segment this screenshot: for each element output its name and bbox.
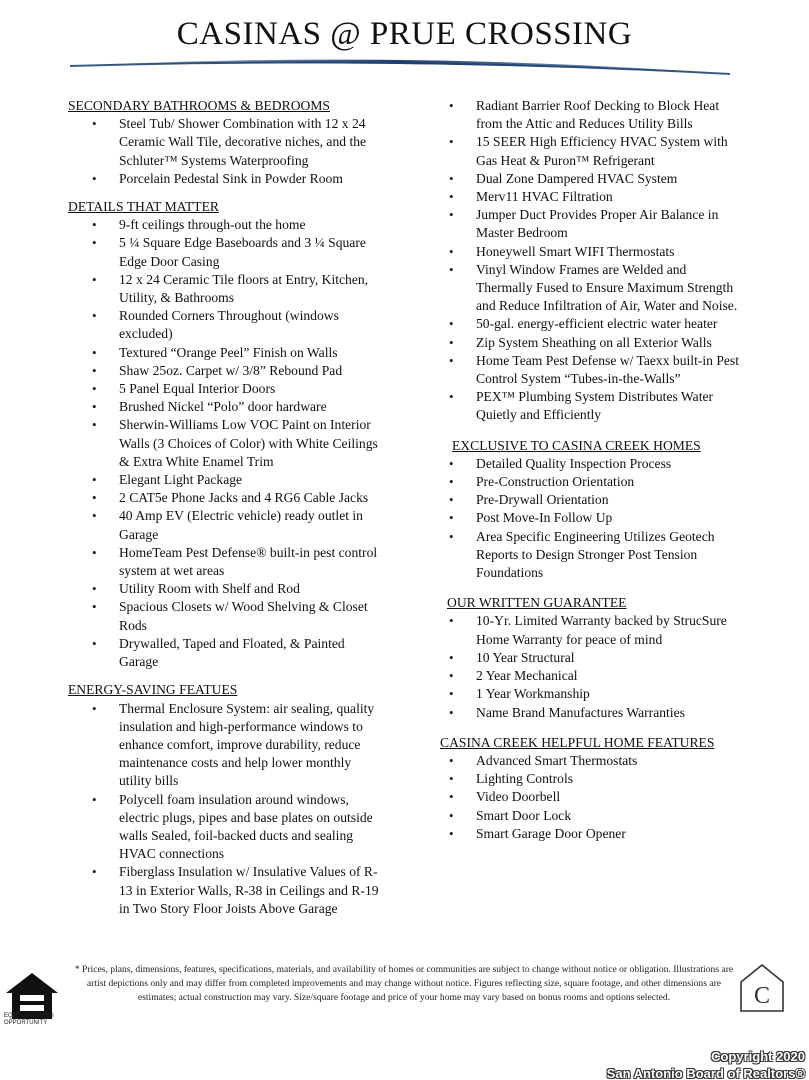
list-item: • Name Brand Manufactures Warranties (440, 704, 740, 722)
section-details-that-matter (68, 198, 383, 671)
section-secondary-bathrooms (68, 97, 383, 188)
list-item: • 10-Yr. Limited Warranty backed by StrucSure Home Warranty for peace of mind (440, 612, 740, 648)
section-guarantee (440, 594, 740, 721)
builder-logo-letter: C (753, 983, 771, 1009)
list-item: • Dual Zone Dampered HVAC System (440, 170, 740, 188)
list-item: • Detailed Quality Inspection Process (440, 455, 740, 473)
list-item: • Jumper Duct Provides Proper Air Balance in Master Bedroom (440, 206, 740, 242)
list-item: • Brushed Nickel “Polo” door hardware (68, 398, 383, 416)
section-heading: OUR WRITTEN GUARANTEE (447, 595, 627, 611)
page-title: CASINAS @ PRUE CROSSING (176, 16, 633, 52)
list-item: • Advanced Smart Thermostats (440, 752, 740, 770)
list-item: • Merv11 HVAC Filtration (440, 188, 740, 206)
list-item: • Smart Door Lock (440, 807, 740, 825)
list-item: • Porcelain Pedestal Sink in Powder Room (68, 170, 383, 188)
list-item: • Smart Garage Door Opener (440, 825, 740, 843)
list-item: • Lighting Controls (440, 770, 740, 788)
list-item: • Area Specific Engineering Utilizes Geotech Reports to Design Stronger Post Tension Foundations (440, 528, 740, 583)
list-item: • 50-gal. energy-efficient electric water heater (440, 315, 740, 333)
list-item: • Fiberglass Insulation w/ Insulative Values of R-13 in Exterior Walls, R-38 in Ceilings and R-19 in Two Story Floor Joists Above Garage (68, 863, 383, 918)
builder-logo-icon (738, 962, 786, 1014)
list-item: • Spacious Closets w/ Wood Shelving & Closet Rods (68, 598, 383, 634)
list-item: • Rounded Corners Throughout (windows excluded) (68, 307, 383, 343)
feature-list (440, 97, 740, 425)
list-item: • 5 Panel Equal Interior Doors (68, 380, 383, 398)
copyright-line: Copyright 2020 (711, 1049, 805, 1064)
list-item: • 9-ft ceilings through-out the home (68, 216, 383, 234)
list-item: • Radiant Barrier Roof Decking to Block Heat from the Attic and Reduces Utility Bills (440, 97, 740, 133)
list-item: • 1 Year Workmanship (440, 685, 740, 703)
section-energy-saving (68, 681, 383, 918)
list-item: • Elegant Light Package (68, 471, 383, 489)
feature-list (68, 700, 383, 918)
feature-list (68, 115, 383, 188)
list-item: • Drywalled, Taped and Floated, & Painted Garage (68, 635, 383, 671)
section-exclusive (440, 437, 740, 583)
feature-list (440, 455, 740, 582)
copyright-watermark (607, 1048, 805, 1080)
list-item: • Home Team Pest Defense w/ Taexx built-in Pest Control System “Tubes-in-the-Walls” (440, 352, 740, 388)
section-heading: ENERGY-SAVING FEATUES (68, 682, 238, 698)
list-item: • HomeTeam Pest Defense® built-in pest control system at wet areas (68, 544, 383, 580)
list-item: • 10 Year Structural (440, 649, 740, 667)
feature-list (440, 752, 740, 843)
header-swoosh-graphic (60, 52, 740, 82)
list-item: • Post Move-In Follow Up (440, 509, 740, 527)
list-item: • Video Doorbell (440, 788, 740, 806)
list-item: • Thermal Enclosure System: air sealing, quality insulation and high-performance windows to enhance comfort, improve durability, reduce maintenance costs and help lower monthly utility bills (68, 700, 383, 791)
list-item: • 2 CAT5e Phone Jacks and 4 RG6 Cable Jacks (68, 489, 383, 507)
list-item: • Vinyl Window Frames are Welded and Thermally Fused to Ensure Maximum Strength and Reduce Infiltration of Air, Water and Noise. (440, 261, 740, 316)
right-column (440, 97, 740, 853)
list-item: • Textured “Orange Peel” Finish on Walls (68, 344, 383, 362)
list-item: • Honeywell Smart WIFI Thermostats (440, 243, 740, 261)
list-item: • Steel Tub/ Shower Combination with 12 x 24 Ceramic Wall Tile, decorative niches, and the Schluter™ Systems Waterproofing (68, 115, 383, 170)
list-item: • 15 SEER High Efficiency HVAC System with Gas Heat & Puron™ Refrigerant (440, 133, 740, 169)
list-item: • 12 x 24 Ceramic Tile floors at Entry, Kitchen, Utility, & Bathrooms (68, 271, 383, 307)
list-item: • Utility Room with Shelf and Rod (68, 580, 383, 598)
list-item: • 5 ¼ Square Edge Baseboards and 3 ¼ Square Edge Door Casing (68, 234, 383, 270)
list-item: • 2 Year Mechanical (440, 667, 740, 685)
left-column (68, 97, 383, 928)
feature-list (68, 216, 383, 671)
list-item: • Polycell foam insulation around windows, electric plugs, pipes and base plates on outside walls Sealed, foil-backed ducts and sealing HVAC connections (68, 791, 383, 864)
list-item: • Sherwin-Williams Low VOC Paint on Interior Walls (3 Choices of Color) with White Ceilings & Extra White Enamel Trim (68, 416, 383, 471)
list-item: • PEX™ Plumbing System Distributes Water Quietly and Efficiently (440, 388, 740, 424)
list-item: • Pre-Construction Orientation (440, 473, 740, 491)
list-item: • Shaw 25oz. Carpet w/ 3/8” Rebound Pad (68, 362, 383, 380)
copyright-line: San Antonio Board of Realtors® (606, 1066, 805, 1080)
list-item: • 40 Amp EV (Electric vehicle) ready outlet in Garage (68, 507, 383, 543)
equal-housing-label: EQUAL HOUSING OPPORTUNITY (4, 1013, 54, 1026)
list-item: • Zip System Sheathing on all Exterior Walls (440, 334, 740, 352)
feature-list (440, 612, 740, 721)
section-energy-continued (440, 97, 740, 425)
list-item: • Pre-Drywall Orientation (440, 491, 740, 509)
section-helpful-features (440, 734, 740, 843)
disclaimer-text: * Prices, plans, dimensions, features, specifications, materials, and availability of homes or communities are subject to change without notice or obligation. Illustrations are artist depictions only and may differ from completed improvements and may change without notice. Figures reflecting size, square footage, and other dimensions are estimates; actual construction may vary. Size/square footage and price of your home may vary based on bonus rooms and options selected. (74, 964, 734, 1003)
section-heading: DETAILS THAT MATTER (68, 199, 219, 215)
section-heading: SECONDARY BATHROOMS & BEDROOMS (68, 98, 330, 113)
section-heading: CASINA CREEK HELPFUL HOME FEATURES (440, 734, 715, 750)
section-heading: EXCLUSIVE TO CASINA CREEK HOMES (452, 437, 701, 453)
